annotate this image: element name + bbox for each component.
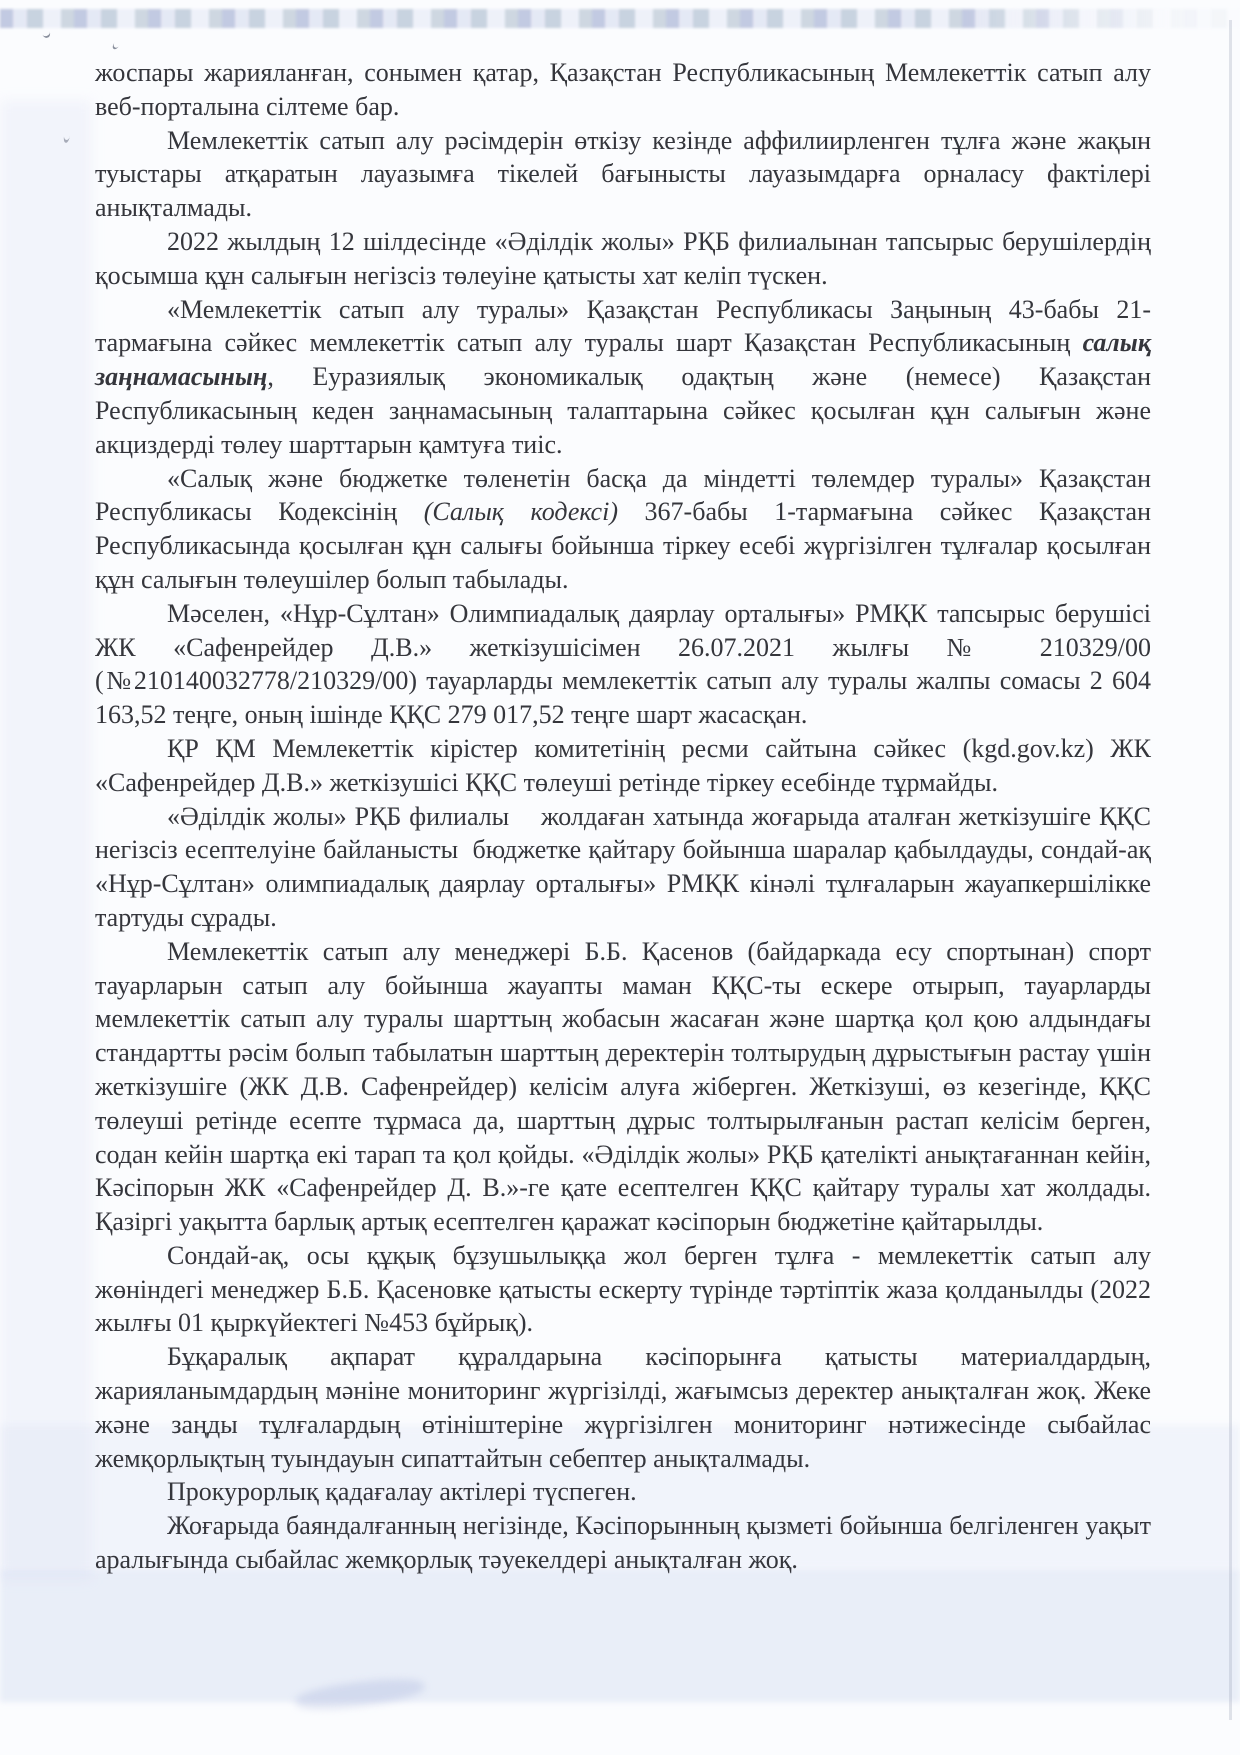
text-run: Мемлекеттік сатып алу рәсімдерін өткізу кезінде аффилиирленген тұлға және жақын туыстары атқаратын лауазымға тікелей бағынысты лауазымдарға орналасу фактілері анықталмады. (95, 125, 1151, 223)
text-run: «Әділдік жолы» РҚБ филиалы жолдаған хатында жоғарыда аталған жеткізушіге ҚҚС негізсіз есептелуіне байланысты бюджетке қайтару бойынша шаралар қабылдауды, сондай-ақ «Нұр-Сұлтан» олимпиадалық даярлау орталығы» РМҚК кінәлі тұлғаларын жауапкершілікке тартуды сұрады. (95, 801, 1151, 932)
paragraph-2 (95, 124, 1151, 225)
text-run: ҚР ҚМ Мемлекеттік кірістер комитетінің ресми сайтына сәйкес (kgd.gov.kz) ЖК «Сафенрейдер Д.В.» жеткізушісі ҚҚС төлеуші ретінде тіркеу есебінде тұрмайды. (95, 733, 1151, 797)
text-run: Мемлекеттік сатып алу менеджері Б.Б. Қасенов (байдаркада есу спортынан) спорт тауарларын сатып алу бойынша жауапты маман ҚҚС-ты ескере отырып, тауарларды мемлекеттік сатып алу туралы шарттың жобасын жасаған және шартқа қол қою алдындағы стандартты рәсім болып табылатын шарттың деректерін толтырудың дұрыстығын растау үшін жеткізушіге (ЖК Д.В. Сафенрейдер) келісім алуға жіберген. Жеткізуші, өз кезегінде, ҚҚС төлеуші ретінде есепте тұрмаса да, шарттың дұрыс толтырылғанын растап келісім берген, содан кейін шартқа екі тарап та қол қойды. «Әділдік жолы» РҚБ қателікті анықтағаннан кейін, Кәсіпорын ЖК «Сафенрейдер Д. В.»-ге қате есептелген ҚҚС қайтару туралы хат жолдады. Қазіргі уақытта барлық артық есептелген қаражат кәсіпорын бюджетіне қайтарылды. (95, 936, 1151, 1237)
ink-speck (111, 37, 123, 50)
scanner-edge-band (0, 9, 1240, 28)
scan-tint-bottom (0, 1570, 1240, 1702)
paragraph-13 (95, 1509, 1151, 1577)
paragraph-5 (95, 462, 1151, 597)
scan-tint-left (0, 100, 92, 1580)
text-run: (Салық кодексі) (423, 497, 618, 527)
text-run: салық заңнамасының (95, 328, 1151, 392)
paragraph-3 (95, 225, 1151, 293)
paragraph-7 (95, 732, 1151, 800)
text-run: 367-бабы 1-тармағына сәйкес Қазақстан Республикасында қосылған құн салығы бойынша тіркеу есебі жүргізілген тұлғалар қосылған құн салығын төлеушілер болып табылады. (95, 497, 1151, 594)
faint-stamp-smudge (294, 1674, 426, 1714)
text-run: жоспары жарияланған, сонымен қатар, Қазақстан Республикасының Мемлекеттік сатып алу веб-порталына сілтеме бар. (95, 58, 1151, 121)
paragraph-10 (95, 1239, 1151, 1340)
text-run: «Мемлекеттік сатып алу туралы» Қазақстан Республикасы Заңының 43-бабы 21-тармағына сәйкес мемлекеттік сатып алу туралы шарт Қазақстан Республикасының (95, 294, 1151, 358)
ink-speck (63, 128, 72, 144)
text-run: Мәселен, «Нұр-Сұлтан» Олимпиадалық даярлау орталығы» РМҚК тапсырыс берушісі ЖК «Сафенрейдер Д.В.» жеткізушісімен 26.07.2021 жылғы № 210329/00 (№210140032778/210329/00) тауарларды мемлекеттік сатып алу туралы жалпы сомасы 2 604 163,52 теңге, оның ішінде ҚҚС 279 017,52 теңге шарт жасасқан. (95, 598, 1151, 730)
paragraph-1 (95, 56, 1151, 124)
ink-speck (41, 27, 52, 39)
text-run: «Салық және бюджетке төленетін басқа да міндетті төлемдер туралы» Қазақстан Республикасы Кодексінің (95, 463, 1151, 527)
paragraph-8 (95, 800, 1151, 935)
paragraph-12 (95, 1475, 1151, 1509)
text-run: Прокурорлық қадағалау актілері түспеген. (167, 1477, 637, 1507)
text-run: Бұқаралық ақпарат құралдарына кәсіпорынға қатысты материалдардың, жарияланымдардың мәніне мониторинг жүргізілді, жағымсыз деректер анықталған жоқ. Жеке және заңды тұлғалардың өтініштеріне жүргізілген мониторинг нәтижесінде сыбайлас жемқорлықтың туындауын сипаттайтын себептер анықталмады. (95, 1342, 1151, 1473)
text-run: , Еуразиялық экономикалық одақтың және (немесе) Қазақстан Республикасының кеден заңнамасының талаптарына сәйкес қосылған құн салығын және акциздерді төлеу шарттарын қамтуға тиіс. (95, 362, 1151, 459)
paragraph-6 (95, 597, 1151, 732)
paragraph-11 (95, 1340, 1151, 1475)
text-run: 2022 жылдың 12 шілдесінде «Әділдік жолы» РҚБ филиалынан тапсырыс берушілердің қосымша құн салығын негізсіз төлеуіне қатысты хат келіп түскен. (95, 226, 1151, 290)
text-run: Жоғарыда баяндалғанның негізінде, Кәсіпорынның қызметі бойынша белгіленген уақыт аралығында сыбайлас жемқорлық тәуекелдері анықталған жоқ. (95, 1511, 1151, 1575)
text-run: Сондай-ақ, осы құқық бұзушылыққа жол берген тұлға - мемлекеттік сатып алу жөніндегі менеджер Б.Б. Қасеновке қатысты ескерту түрінде тәртіптік жаза қолданылды (2022 жылғы 01 қыркүйектегі №453 бұйрық). (95, 1240, 1151, 1338)
paragraph-4 (95, 293, 1151, 462)
document-body (95, 56, 1151, 1577)
page-edge-shadow (1229, 20, 1232, 1720)
paragraph-9 (95, 935, 1151, 1239)
